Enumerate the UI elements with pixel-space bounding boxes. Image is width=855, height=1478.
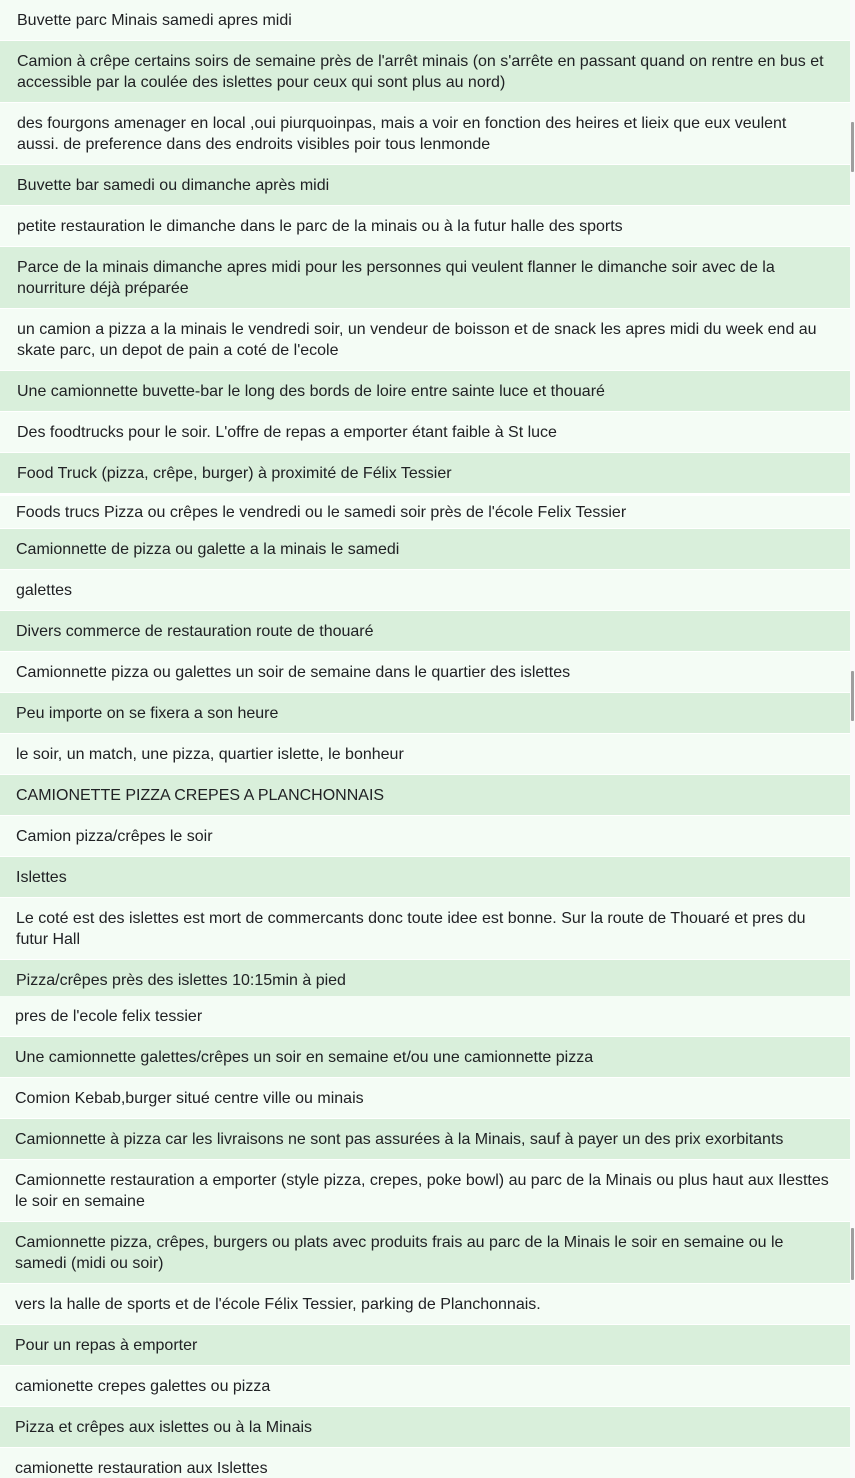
response-row <box>0 371 850 412</box>
response-text: Camionnette pizza, crêpes, burgers ou plats avec produits frais au parc de la Minais le soir en semaine ou le samedi (midi ou soir) <box>15 1233 784 1272</box>
response-row <box>0 1078 850 1119</box>
response-row <box>0 1037 850 1078</box>
response-text: Camion à crêpe certains soirs de semaine près de l'arrêt minais (on s'arrête en passant quand on rentre en bus et accessible par la coulée des islettes pour ceux qui sont plus au nord) <box>17 52 824 91</box>
response-text: Comion Kebab,burger situé centre ville ou minais <box>15 1089 364 1107</box>
response-text: Islettes <box>16 868 67 886</box>
response-text: Le coté est des islettes est mort de commercants donc toute idee est bonne. Sur la route de Thouaré et pres du futur Hall <box>16 909 806 948</box>
response-row <box>0 206 850 247</box>
response-text: un camion a pizza a la minais le vendredi soir, un vendeur de boisson et de snack les apres midi du week end au skate parc, un depot de pain a coté de l'ecole <box>17 320 817 359</box>
response-text: Camionnette à pizza car les livraisons ne sont pas assurées à la Minais, sauf à payer un des prix exorbitants <box>15 1130 784 1148</box>
response-row <box>0 165 850 206</box>
response-row <box>0 496 850 529</box>
response-text: Divers commerce de restauration route de thouaré <box>16 622 374 640</box>
response-text: Pour un repas à emporter <box>15 1336 198 1354</box>
response-row <box>0 529 850 570</box>
response-text: Pizza/crêpes près des islettes 10:15min à pied <box>16 971 346 989</box>
response-row <box>0 693 850 734</box>
response-row <box>0 1160 850 1222</box>
response-text: camionette crepes galettes ou pizza <box>15 1377 271 1395</box>
response-text: Des foodtrucks pour le soir. L'offre de repas a emporter étant faible à St luce <box>17 423 557 441</box>
response-text: Peu importe on se fixera a son heure <box>16 704 279 722</box>
response-row <box>0 1448 850 1478</box>
response-text: Camionnette restauration a emporter (style pizza, crepes, poke bowl) au parc de la Minais ou plus haut aux Ilesttes le soir en semaine <box>15 1171 829 1210</box>
response-text: Une camionnette buvette-bar le long des bords de loire entre sainte luce et thouaré <box>17 382 605 400</box>
response-text: Parce de la minais dimanche apres midi pour les personnes qui veulent flanner le dimanche soir avec de la nourriture déjà préparée <box>17 258 775 297</box>
response-row <box>0 857 850 898</box>
response-text: Food Truck (pizza, crêpe, burger) à proximité de Félix Tessier <box>17 464 452 482</box>
response-text: Camion pizza/crêpes le soir <box>16 827 213 845</box>
response-row <box>0 898 850 960</box>
response-text: galettes <box>16 581 73 599</box>
response-row <box>0 960 850 996</box>
response-row <box>0 996 850 1037</box>
response-text: Camionnette pizza ou galettes un soir de semaine dans le quartier des islettes <box>16 663 571 681</box>
response-list-section-1 <box>0 0 850 496</box>
response-text: Une camionnette galettes/crêpes un soir en semaine et/ou une camionnette pizza <box>15 1048 594 1066</box>
response-row <box>0 1222 850 1284</box>
response-text: Buvette parc Minais samedi apres midi <box>17 11 292 29</box>
scrollbar-thumb[interactable] <box>851 1228 854 1280</box>
scrollbar[interactable] <box>850 0 855 496</box>
scrollbar[interactable] <box>850 996 855 1478</box>
response-text: pres de l'ecole felix tessier <box>15 1007 203 1025</box>
response-text: Foods trucs Pizza ou crêpes le vendredi ou le samedi soir près de l'école Felix Tessier <box>16 503 627 521</box>
response-text: le soir, un match, une pizza, quartier islette, le bonheur <box>16 745 404 763</box>
response-row <box>0 453 850 494</box>
response-text: Camionnette de pizza ou galette a la minais le samedi <box>16 540 400 558</box>
response-row <box>0 1284 850 1325</box>
response-row <box>0 775 850 816</box>
scrollbar[interactable] <box>850 496 855 996</box>
response-text: CAMIONETTE PIZZA CREPES A PLANCHONNAIS <box>16 786 385 804</box>
response-row <box>0 1366 850 1407</box>
response-text: des fourgons amenager en local ,oui piurquoinpas, mais a voir en fonction des heires et lieix que eux veulent aussi. de preference dans des endroits visibles poir tous lenmonde <box>17 114 787 153</box>
response-row <box>0 309 850 371</box>
scrollbar-thumb[interactable] <box>851 122 854 172</box>
response-row <box>0 412 850 453</box>
response-row <box>0 1119 850 1160</box>
response-row <box>0 103 850 165</box>
response-text: petite restauration le dimanche dans le parc de la minais ou à la futur halle des sports <box>17 217 623 235</box>
response-list-section-2 <box>0 496 850 996</box>
response-row <box>0 247 850 309</box>
response-row <box>0 570 850 611</box>
response-row <box>0 734 850 775</box>
response-row <box>0 0 850 41</box>
scrollbar-thumb[interactable] <box>851 671 854 721</box>
response-row <box>0 611 850 652</box>
response-text: Buvette bar samedi ou dimanche après midi <box>17 176 330 194</box>
response-row <box>0 816 850 857</box>
response-text: Pizza et crêpes aux islettes ou à la Minais <box>15 1418 313 1436</box>
response-list-section-3 <box>0 996 850 1478</box>
response-row <box>0 41 850 103</box>
response-row <box>0 652 850 693</box>
response-row <box>0 1407 850 1448</box>
response-text: vers la halle de sports et de l'école Félix Tessier, parking de Planchonnais. <box>15 1295 541 1313</box>
response-text: camionette restauration aux Islettes <box>15 1459 268 1477</box>
response-row <box>0 1325 850 1366</box>
